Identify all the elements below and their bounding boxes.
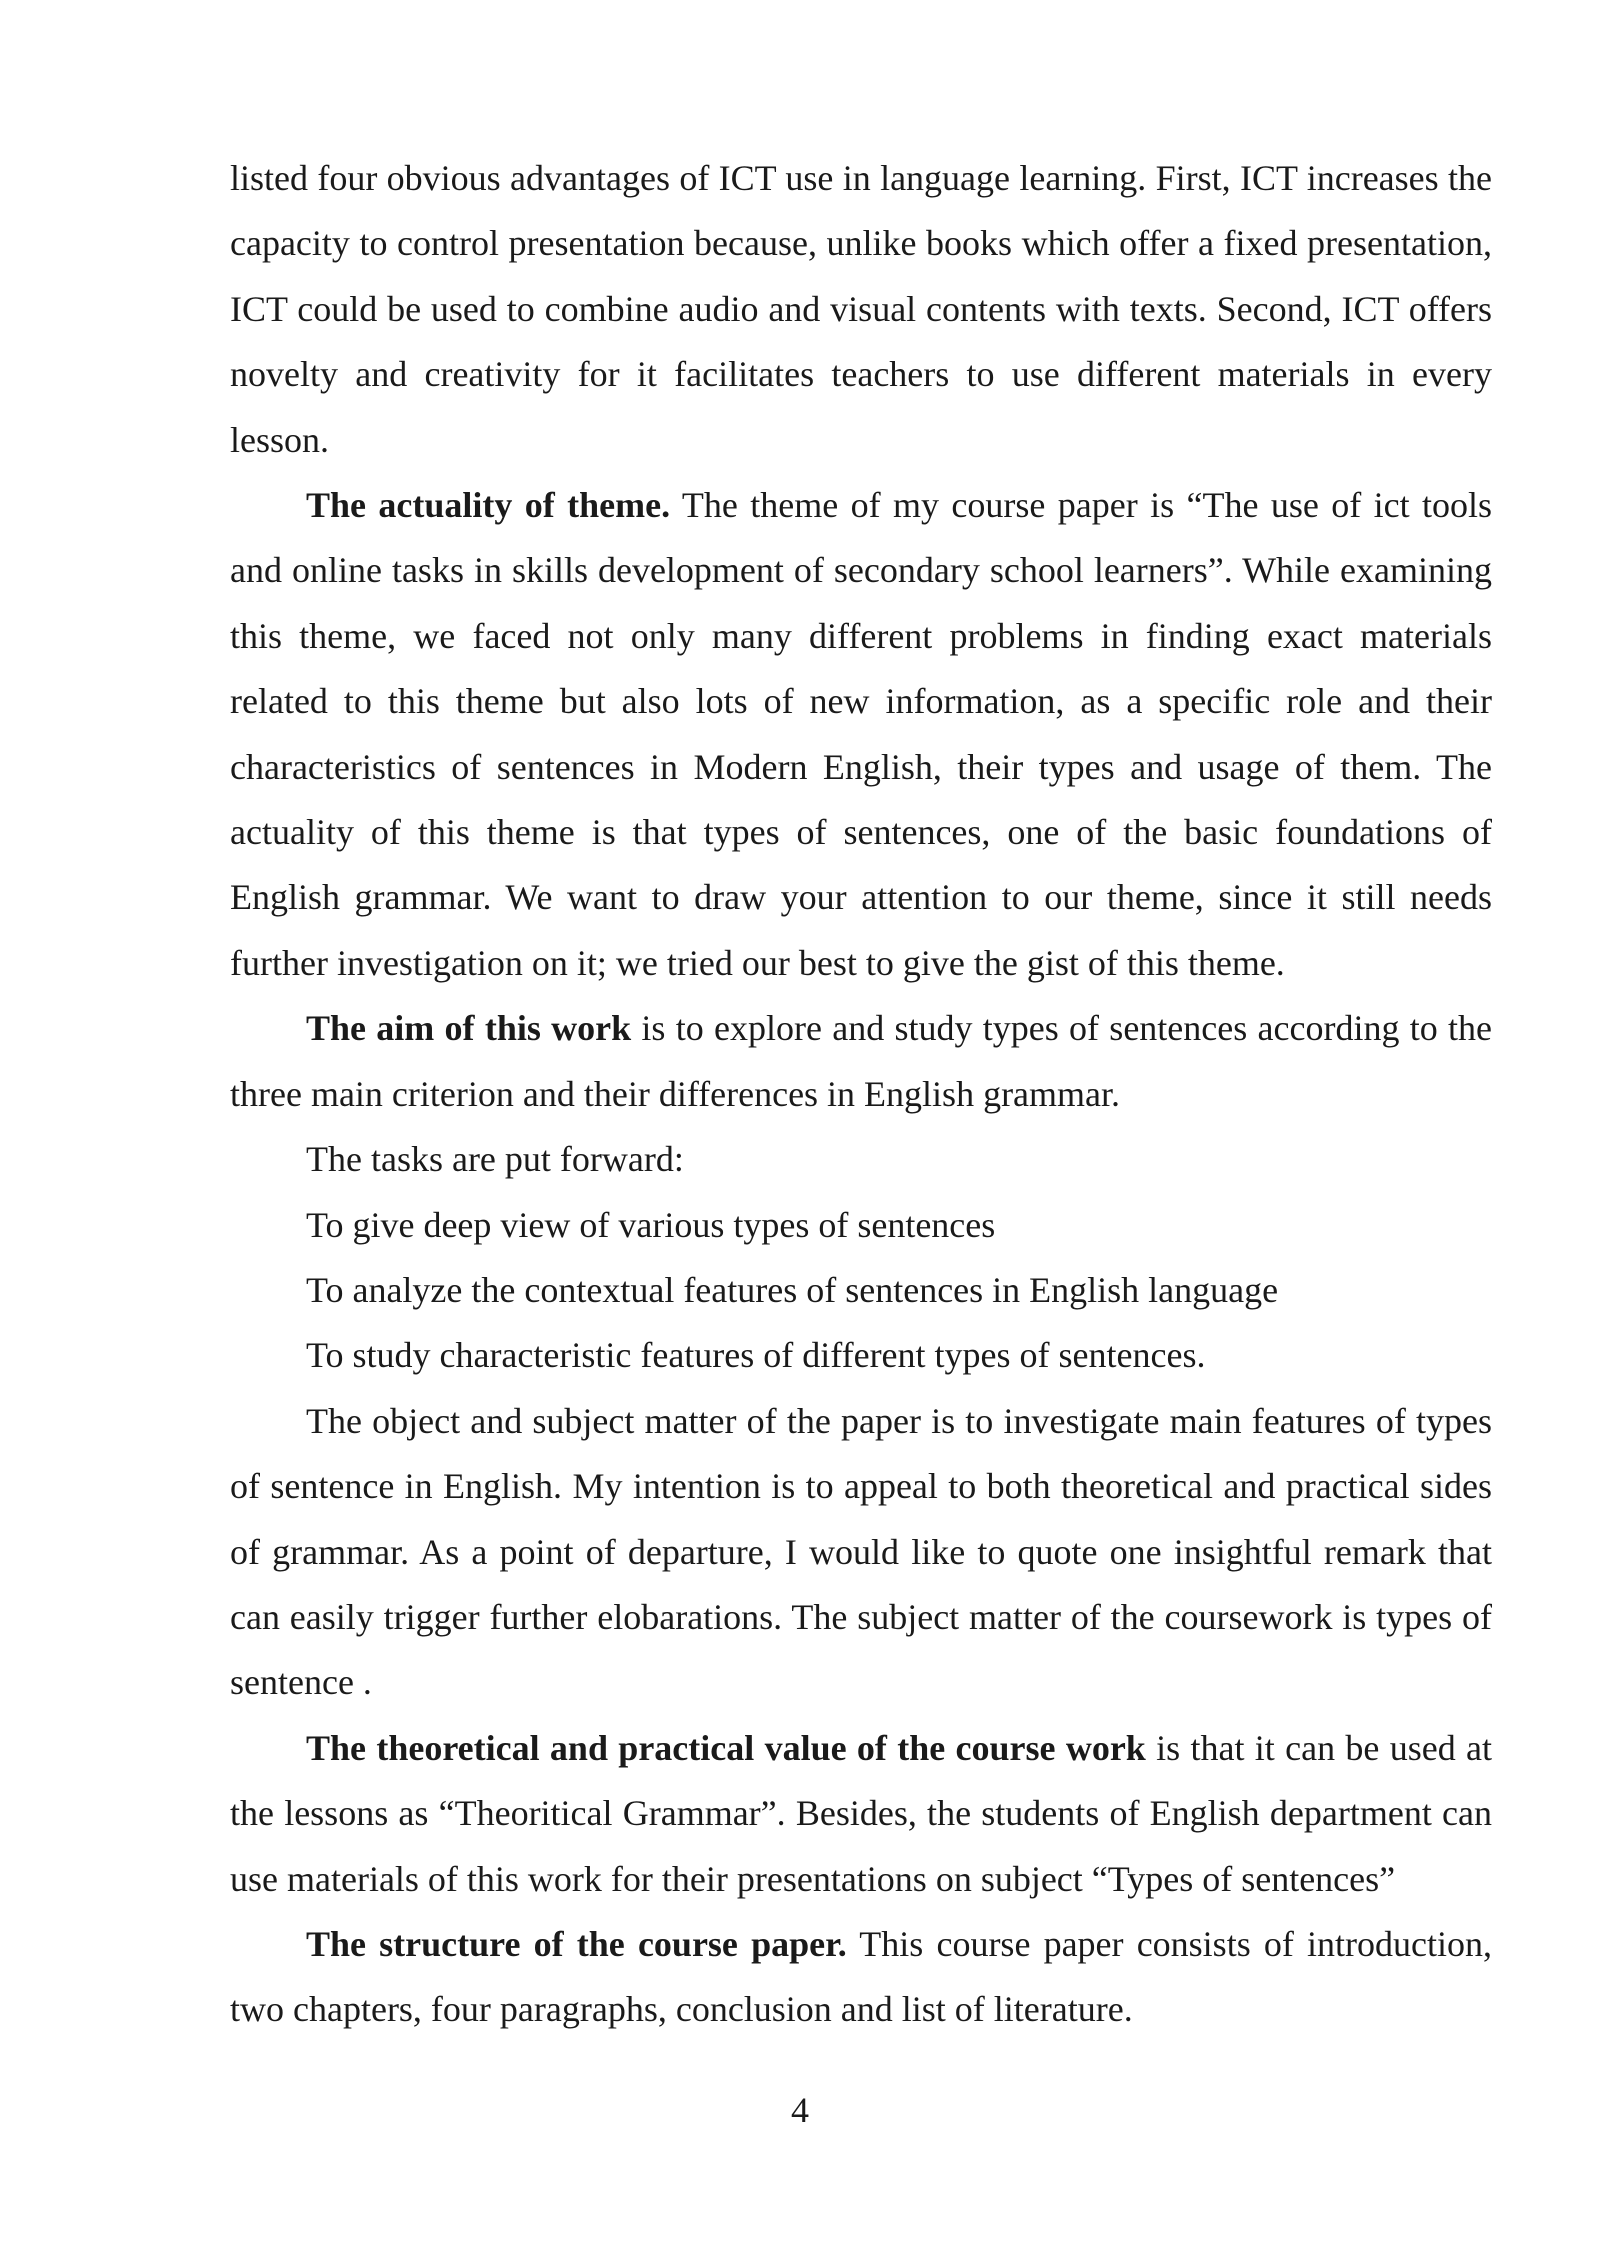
page-number: 4 xyxy=(791,2090,809,2130)
tasks-intro: The tasks are put forward: xyxy=(306,1139,684,1180)
actuality-text: The theme of my course paper is “The use of ict tools and online tasks in skills development of secondary school learners”. While examining this theme, we faced not only many different problems in finding exact materials related to this theme but also lots of new information, as a specific role and their characteristics of sentences in Modern English, their types and usage of them. The actuality of this theme is that types of sentences, one of the basic foundations of English grammar. We want to draw your attention to our theme, since it still needs further investigation on it; we tried our best to give the gist of this theme. xyxy=(230,485,1493,983)
document-page xyxy=(230,146,1492,2043)
structure-paragraph xyxy=(230,1912,1492,2043)
aim-paragraph xyxy=(230,996,1492,1127)
aim-heading: The aim of this work xyxy=(306,1008,632,1049)
actuality-heading: The actuality of theme. xyxy=(306,485,671,526)
intro-continuation-paragraph: listed four obvious advantages of ICT use in language learning. First, ICT increases the capacity to control presentation because, unlike books which offer a fixed presentation, ICT could be used to combine audio and visual contents with texts. Second, ICT offers novelty and creativity for it facilitates teachers to use different materials in every lesson. xyxy=(230,158,1492,460)
task-item: To give deep view of various types of sentences xyxy=(306,1204,996,1245)
task-item: To analyze the contextual features of sentences in English language xyxy=(306,1269,1279,1310)
value-heading: The theoretical and practical value of the course work xyxy=(306,1727,1146,1768)
value-paragraph xyxy=(230,1716,1492,1912)
aim-text: is to explore and study types of sentences according to the three main criterion and their differences in English grammar. xyxy=(230,1008,1492,1114)
structure-text: This course paper consists of introduction, two chapters, four paragraphs, conclusion and list of literature. xyxy=(230,1923,1492,2030)
structure-heading: The structure of the course paper. xyxy=(306,1923,847,1964)
object-subject-paragraph: The object and subject matter of the paper is to investigate main features of types of sentence in English. My intention is to appeal to both theoretical and practical sides of grammar. As a point of departure, I would like to quote one insightful remark that can easily trigger further elobarations. The subject matter of the coursework is types of sentence . xyxy=(230,1400,1492,1703)
value-text: is that it can be used at the lessons as “Theoritical Grammar”. Besides, the students of English department can use materials of this work for their presentations on subject “Types of sentences” xyxy=(230,1727,1493,1899)
task-item: To study characteristic features of different types of sentences. xyxy=(306,1335,1206,1376)
actuality-paragraph xyxy=(230,473,1492,996)
